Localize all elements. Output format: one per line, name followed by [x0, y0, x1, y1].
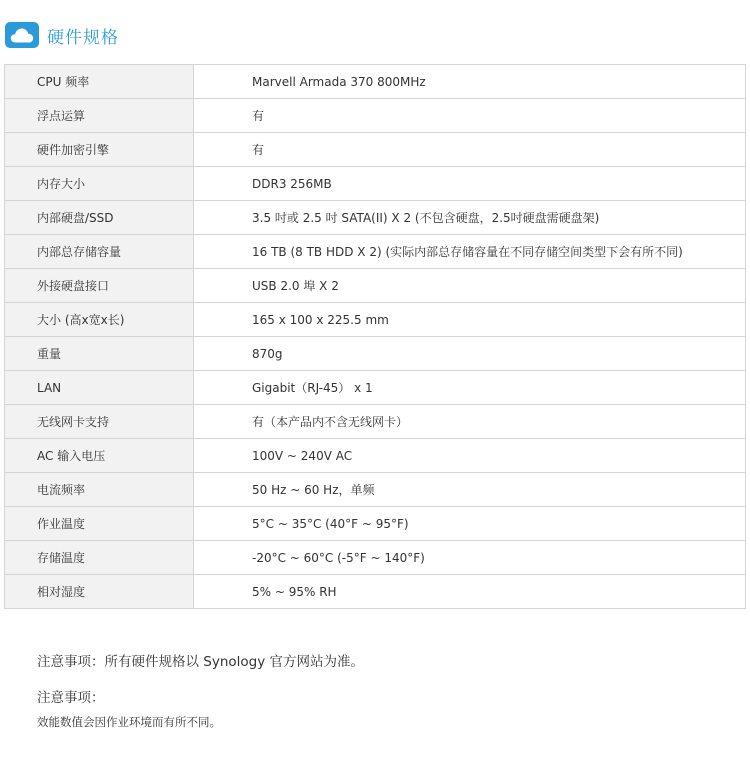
spec-value: 3.5 吋或 2.5 吋 SATA(II) X 2 (不包含硬盘，2.5吋硬盘需硬盘架) [194, 201, 746, 235]
spec-row [5, 303, 746, 337]
cloud-icon [5, 22, 39, 48]
spec-label: 大小 (高x宽x长) [5, 303, 194, 337]
spec-row [5, 167, 746, 201]
note-heading: 注意事项： [37, 690, 105, 706]
spec-label: AC 输入电压 [5, 439, 194, 473]
spec-label: CPU 频率 [5, 65, 194, 99]
spec-value: Gigabit（RJ-45） x 1 [194, 371, 746, 405]
spec-value: 5% ~ 95% RH [194, 575, 746, 609]
spec-label: 内部总存储容量 [5, 235, 194, 269]
spec-label: 硬件加密引擎 [5, 133, 194, 167]
spec-value: USB 2.0 埠 X 2 [194, 269, 746, 303]
spec-value: 有 [194, 133, 746, 167]
spec-row [5, 473, 746, 507]
spec-value: 165 x 100 x 225.5 mm [194, 303, 746, 337]
note-body: 效能数值会因作业环境而有所不同。 [37, 715, 221, 729]
spec-row [5, 439, 746, 473]
spec-label: LAN [5, 371, 194, 405]
spec-row [5, 575, 746, 609]
spec-value: DDR3 256MB [194, 167, 746, 201]
spec-value: -20°C ~ 60°C (-5°F ~ 140°F) [194, 541, 746, 575]
notes-section [37, 652, 737, 729]
spec-value: 有 [194, 99, 746, 133]
spec-label: 浮点运算 [5, 99, 194, 133]
spec-label: 内存大小 [5, 167, 194, 201]
spec-label: 重量 [5, 337, 194, 371]
page-title: 硬件规格 [47, 27, 119, 48]
spec-value: 16 TB (8 TB HDD X 2) (实际内部总存储容量在不同存储空间类型下会有所不同) [194, 235, 746, 269]
spec-value: 50 Hz ~ 60 Hz，单频 [194, 473, 746, 507]
spec-label: 电流频率 [5, 473, 194, 507]
spec-row [5, 235, 746, 269]
spec-row [5, 133, 746, 167]
spec-table [4, 64, 746, 609]
spec-label: 相对湿度 [5, 575, 194, 609]
spec-label: 存储温度 [5, 541, 194, 575]
spec-row [5, 269, 746, 303]
note-main: 注意事项：所有硬件规格以 Synology 官方网站为准。 [37, 654, 365, 670]
spec-label: 作业温度 [5, 507, 194, 541]
section-header [5, 20, 119, 50]
spec-row [5, 99, 746, 133]
spec-value: Marvell Armada 370 800MHz [194, 65, 746, 99]
spec-row [5, 65, 746, 99]
spec-value: 有（本产品内不含无线网卡） [194, 405, 746, 439]
spec-row [5, 201, 746, 235]
spec-value: 100V ~ 240V AC [194, 439, 746, 473]
spec-value: 5°C ~ 35°C (40°F ~ 95°F) [194, 507, 746, 541]
spec-row [5, 541, 746, 575]
spec-value: 870g [194, 337, 746, 371]
spec-row [5, 337, 746, 371]
spec-row [5, 405, 746, 439]
spec-label: 外接硬盘接口 [5, 269, 194, 303]
spec-label: 内部硬盘/SSD [5, 201, 194, 235]
spec-label: 无线网卡支持 [5, 405, 194, 439]
spec-row [5, 507, 746, 541]
spec-row [5, 371, 746, 405]
